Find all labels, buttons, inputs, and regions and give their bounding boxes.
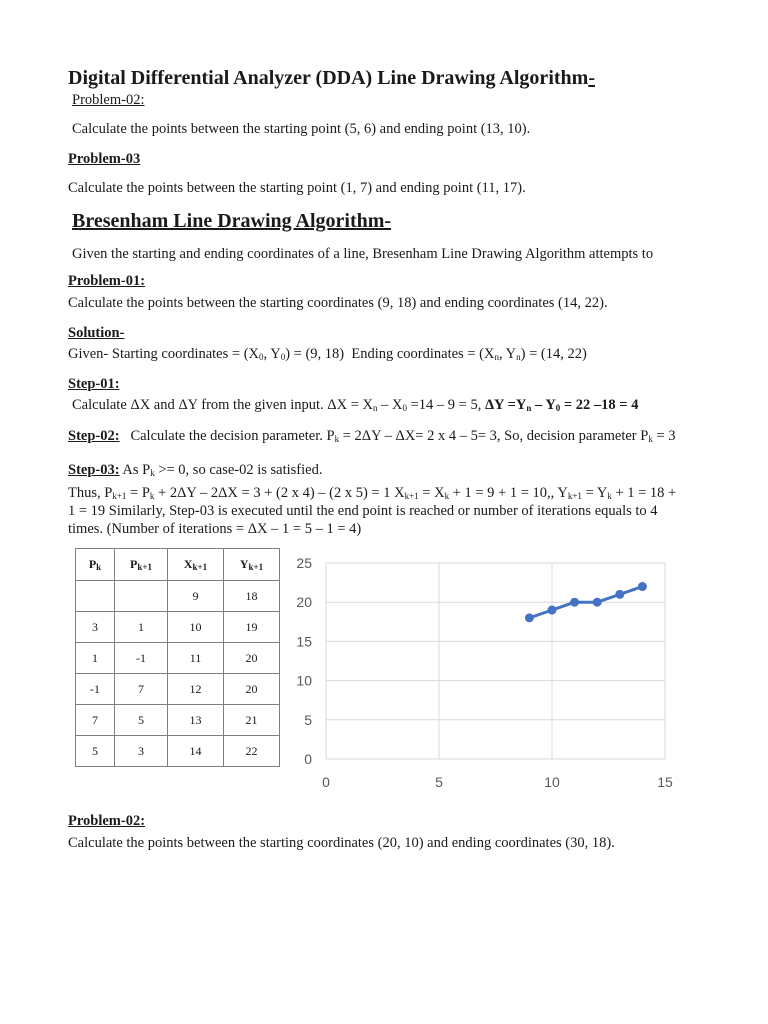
cell: 14 <box>168 736 224 767</box>
table-row <box>76 736 280 767</box>
bresenham-problem01-heading: Problem-01: <box>68 273 146 289</box>
data-point <box>615 590 624 599</box>
cell: 22 <box>224 736 280 767</box>
cell: 13 <box>168 705 224 736</box>
given-line: Given- Starting coordinates = ($X_0$, $Y_0) = (9$, 18) Ending coordinates = ($X_n$, $Y_n) = (14$, 22) <box>68 346 587 362</box>
step02-paragraph: Step-02: Calculate the decision parameter. $P_k = 2\Delta Y - \Delta X= 2$ x 4 – 5= 3, So, decision parameter $P_k = 3$ <box>68 428 676 444</box>
step03-line: Step-03: As $P_k >= 0$, so case-02 is satisfied. <box>68 462 323 478</box>
cell: 7 <box>115 674 168 705</box>
dda-problem03-text: Calculate the points between the starting point (1, 7) and ending point (11, 17). <box>68 180 526 196</box>
header-pk1: $P_{k+1}$ <box>115 549 168 581</box>
cell: 20 <box>224 674 280 705</box>
plot-area <box>326 563 665 759</box>
thus-paragraph: Thus, $P_{k+1} = P_k + 2\Delta Y - 2\Delta X = 3 + (2$ x 4) – (2 x 5) = 1 $X_{k+1} = X_k + 1 = 9 + 1 = 10$,, $Y_{k+1} = Y_k + 1 = 18 + 1 = 19$ Similarly, Step-03 is executed until the end point is reached or number of iterations equals to 4 times. (Number of iterations = ΔX – 1 = 5 – 1 = 4) <box>68 485 677 537</box>
x-tick-label: 5 <box>435 774 443 790</box>
cell: 18 <box>224 581 280 612</box>
cell: 3 <box>76 612 115 643</box>
cell: -1 <box>76 674 115 705</box>
bresenham-title: Bresenham Line Drawing Algorithm- <box>72 210 392 232</box>
y-tick-label: 10 <box>296 672 312 689</box>
dda-problem02-text: Calculate the points between the starting point (5, 6) and ending point (13, 10). <box>72 121 531 137</box>
data-point <box>593 598 602 607</box>
line-chart <box>285 548 685 798</box>
cell: 1 <box>115 612 168 643</box>
y-tick-label: 20 <box>296 594 312 611</box>
data-point <box>638 582 647 591</box>
cell <box>115 581 168 612</box>
cell: -1 <box>115 643 168 674</box>
data-point <box>525 613 534 622</box>
table-row <box>76 705 280 736</box>
step01-heading: Step-01: <box>68 376 120 392</box>
cell: 5 <box>115 705 168 736</box>
bresenham-problem02-heading: Problem-02: <box>68 813 146 829</box>
cell: 10 <box>168 612 224 643</box>
x-tick-label: 15 <box>657 774 673 790</box>
x-tick-label: 0 <box>322 774 330 790</box>
table-row <box>76 612 280 643</box>
dda-title: Digital Differential Analyzer (DDA) Line Drawing Algorithm- <box>68 67 595 89</box>
bresenham-intro: Given the starting and ending coordinates of a line, Bresenham Line Drawing Algorithm attempts to <box>72 246 654 262</box>
cell: 1 <box>76 643 115 674</box>
y-tick-label: 25 <box>296 555 312 571</box>
iteration-table <box>75 548 280 767</box>
x-tick-label: 10 <box>544 774 560 790</box>
step02-heading: Step-02: <box>68 428 120 444</box>
y-tick-label: 15 <box>296 633 312 650</box>
cell: 19 <box>224 612 280 643</box>
header-xk1: $X_{k+1}$ <box>168 549 224 581</box>
data-point <box>548 606 557 615</box>
step03-heading: Step-03: <box>68 462 120 478</box>
dda-problem03-heading: Problem-03 <box>68 151 141 167</box>
cell: 11 <box>168 643 224 674</box>
cell: 9 <box>168 581 224 612</box>
step01-text: Calculate ΔX and ΔY from the given input. $\Delta X = X_n - X_0 =14 - 9 = 5$, $\Delta Y =Y_n - Y_0 = 22$ –18 = 4 <box>72 397 639 413</box>
table-row <box>76 581 280 612</box>
bresenham-problem01-text: Calculate the points between the starting coordinates (9, 18) and ending coordinates (14, 22). <box>68 295 608 311</box>
cell <box>76 581 115 612</box>
header-yk1: $Y_{k+1}$ <box>224 549 280 581</box>
cell: 12 <box>168 674 224 705</box>
table-row <box>76 643 280 674</box>
cell: 5 <box>76 736 115 767</box>
solution-heading: Solution- <box>68 325 125 341</box>
dda-problem02-heading: Problem-02: <box>72 92 145 108</box>
data-point <box>570 598 579 607</box>
cell: 20 <box>224 643 280 674</box>
y-tick-label: 0 <box>304 751 312 767</box>
cell: 7 <box>76 705 115 736</box>
table-header-row <box>76 549 280 581</box>
table-row <box>76 674 280 705</box>
header-pk: $P_k$ <box>76 549 115 581</box>
y-tick-label: 5 <box>304 711 312 728</box>
cell: 21 <box>224 705 280 736</box>
cell: 3 <box>115 736 168 767</box>
bresenham-problem02-text: Calculate the points between the starting coordinates (20, 10) and ending coordinates (30, 18). <box>68 835 615 851</box>
